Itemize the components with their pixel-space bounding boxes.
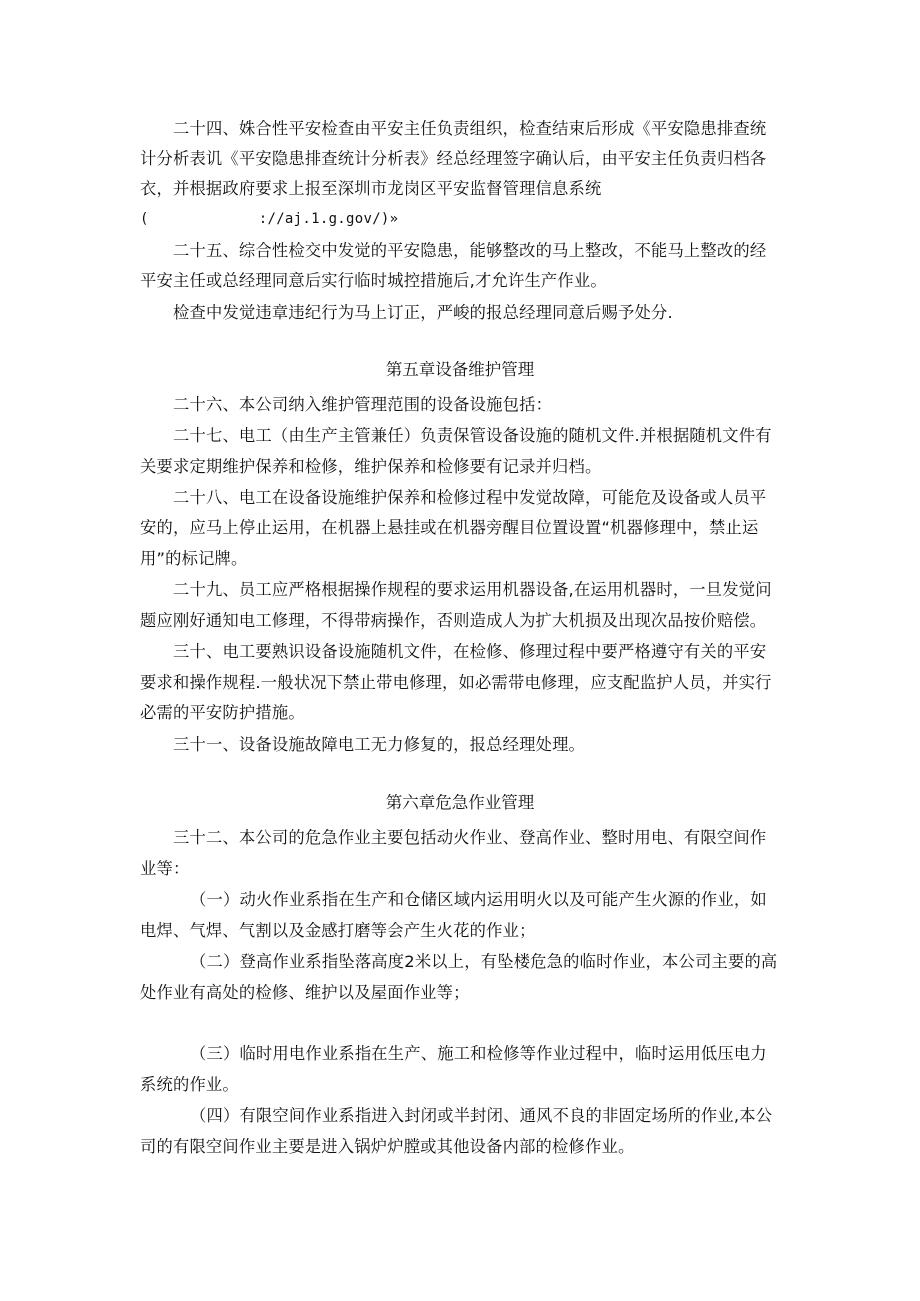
item-1-line-2: 电焊、气焊、气割以及金感打磨等会产生火花的作业； [140, 921, 536, 940]
item-2-line-2: 处作业有高处的检修、维护以及屋面作业等； [140, 983, 470, 1002]
article-28-line-3: 用”的标记牌。 [140, 549, 248, 568]
chapter-6-title: 第六章危急作业管理 [385, 793, 535, 812]
item-2-line-1: （二）登高作业系指坠落高度2米以上，有坠楼危急的临时作业，本公司主要的高 [190, 952, 778, 971]
url-open-paren: ( [140, 211, 149, 227]
article-28-line-2: 安的，应马上停止运用，在机器上悬挂或在机器旁醒目位置设置“机器修理中，禁止运 [140, 518, 759, 537]
article-28-line-1: 二十八、电工在设备设施维护保养和检修过程中发觉故障，可能危及设备或人员平 [173, 488, 767, 507]
article-24-line-3: 衣，并根据政府要求上报至深圳市龙岗区平安监督管理信息系统 [140, 179, 602, 198]
article-24-url: ://aj.1.g.gov/)» [258, 211, 399, 227]
article-24-line-1: 二十四、姝合性平安检查由平安主任负责组织，检查结束后形成《平安隐患排查统 [173, 119, 767, 138]
article-26: 二十六、本公司纳入维护管理范围的设备设施包括： [173, 395, 553, 414]
item-4-line-1: （四）有限空间作业系指进入封闭或半封闭、通风不良的非固定场所的作业,本公 [190, 1106, 773, 1125]
chapter-5-title: 第五章设备维护管理 [385, 360, 535, 379]
article-24-url-line [140, 207, 790, 231]
article-30-line-1: 三十、电工要熟识设备设施随机文件，在检修、修理过程中要严格遵守有关的平安 [173, 642, 767, 661]
article-29-line-2: 题应刚好通知电工修理，不得带病操作，否则造成人为扩大机损及出现次品按价赔偿。 [140, 611, 767, 630]
article-24-line-2: 计分析表讥《平安隐患排查统计分析表》经总经理签字确认后，由平安主任负责归档各 [140, 149, 767, 168]
article-27-line-1: 二十七、电工（由生产主管兼任）负责保管设备设施的随机文件.并根据随机文件有 [173, 426, 772, 445]
article-29-line-1: 二十九、员工应严格根据操作规程的要求运用机器设备,在运用机器时，一旦发觉问 [173, 580, 772, 599]
item-4-line-2: 司的有限空间作业主要是进入锅炉炉膛或其他设备内部的检修作业。 [140, 1137, 635, 1156]
item-3-line-1: （三）临时用电作业系指在生产、施工和检修等作业过程中，临时运用低压电力 [190, 1044, 767, 1063]
item-3-line-2: 系统的作业。 [140, 1075, 239, 1094]
item-1-line-1: （一）动火作业系指在生产和仓储区域内运用明火以及可能产生火源的作业，如 [190, 890, 767, 909]
article-32-line-2: 业等： [140, 859, 190, 878]
violation-paragraph: 检查中发觉违章违纪行为马上订正，严峻的报总经理同意后赐予处分. [173, 303, 673, 322]
article-31: 三十一、设备设施故障电工无力修复的，报总经理处理。 [173, 735, 586, 754]
article-25-line-1: 二十五、综合性检交中发觉的平安隐患，能够整改的马上整改，不能马上整改的经 [173, 241, 767, 260]
article-30-line-2: 要求和操作规程.一般状况下禁止带电修理，如必需带电修理，应支配监护人员，并实行 [140, 673, 772, 692]
article-30-line-3: 必需的平安防护措施。 [140, 703, 305, 722]
article-25-line-2: 平安主任或总经理同意后实行临时城控措施后,才允许生产作业。 [140, 271, 607, 290]
article-27-line-2: 关要求定期维护保养和检修，维护保养和检修要有记录并归档。 [140, 457, 602, 476]
article-32-line-1: 三十二、本公司的危急作业主要包括动火作业、登高作业、整时用电、有限空间作 [173, 828, 767, 847]
